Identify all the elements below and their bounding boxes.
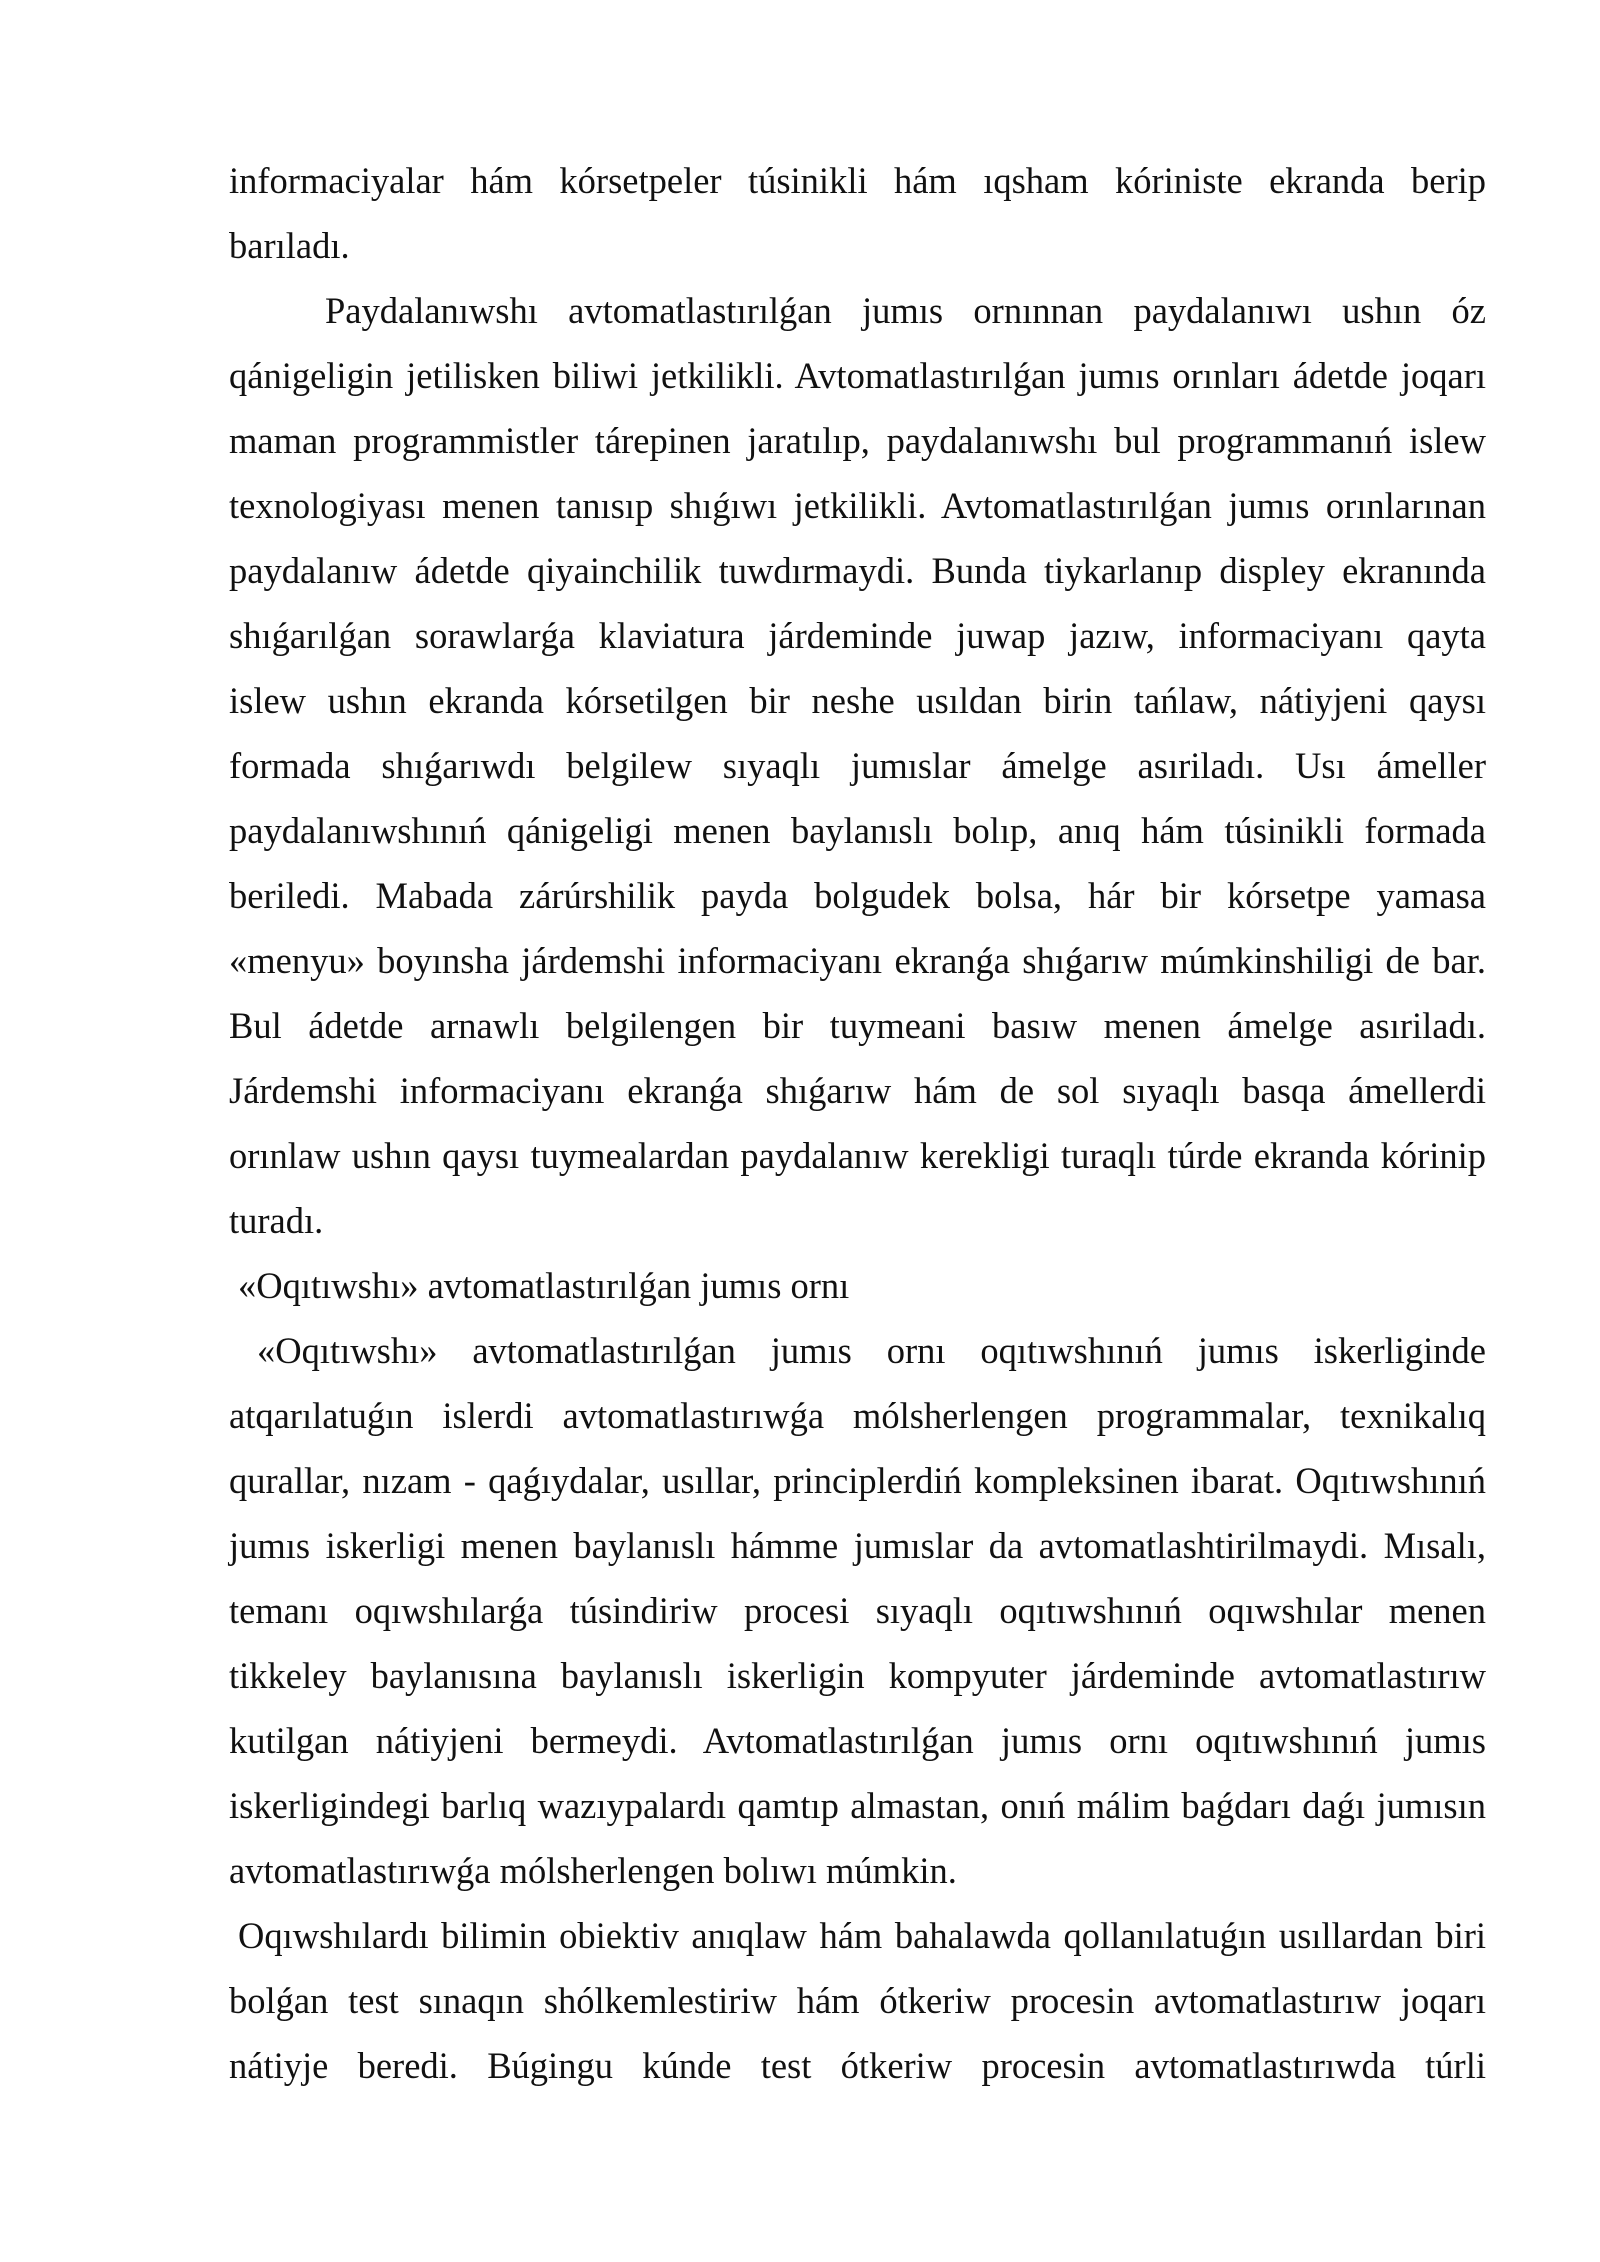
text-line: avtomatlastırıwǵa mólsherlengen bolıwı múmkin. — [229, 1850, 957, 1891]
text-line: Paydalanıwshı avtomatlastırılǵan jumıs ornınnan paydalanıwı ushın óz — [325, 290, 1486, 331]
text-line: formada shıǵarıwdı belgilew sıyaqlı jumıslar ámelge asıriladı. Usı ámeller — [229, 745, 1486, 786]
text-line: Bul ádetde arnawlı belgilengen bir tuymeani basıw menen ámelge asıriladı. — [229, 1005, 1486, 1046]
text-line: Járdemshi informaciyanı ekranǵa shıǵarıw hám de sol sıyaqlı basqa ámellerdi — [229, 1070, 1486, 1111]
text-line: informaciyalar hám kórsetpeler túsinikli hám ıqsham kóriniste ekranda berip — [229, 160, 1486, 201]
text-line: paydalanıw ádetde qiyainchilik tuwdırmaydi. Bunda tiykarlanıp displey ekranında — [229, 550, 1486, 591]
text-line: islew ushın ekranda kórsetilgen bir neshe usıldan birin tańlaw, nátiyjeni qaysı — [229, 680, 1486, 721]
text-line: kutilgan nátiyjeni bermeydi. Avtomatlastırılǵan jumıs ornı oqıtıwshınıń jumıs — [229, 1720, 1486, 1761]
text-line: tikkeley baylanısına baylanıslı iskerligin kompyuter járdeminde avtomatlastırıw — [229, 1655, 1486, 1696]
text-line: «Oqıtıwshı» avtomatlastırılǵan jumıs ornı oqıtıwshınıń jumıs iskerliginde — [257, 1330, 1486, 1371]
text-line: barıladı. — [229, 225, 350, 266]
text-line: qurallar, nızam - qaǵıydalar, usıllar, principlerdiń kompleksinen ibarat. Oqıtıwshınıń — [229, 1460, 1486, 1501]
text-line: «menyu» boyınsha járdemshi informaciyanı ekranǵa shıǵarıw múmkinshiligi de bar. — [229, 940, 1486, 981]
text-line: turadı. — [229, 1200, 324, 1241]
text-line: orınlaw ushın qaysı tuymealardan paydalanıw kerekligi turaqlı túrde ekranda kórinip — [229, 1135, 1486, 1176]
text-line: qánigeligin jetilisken biliwi jetkilikli. Avtomatlastırılǵan jumıs orınları ádetde joqarı — [229, 355, 1486, 396]
text-line: iskerligindegi barlıq wazıypalardı qamtıp almastan, onıń málim baǵdarı daǵı jumısın — [229, 1785, 1486, 1826]
text-line: texnologiyası menen tanısıp shıǵıwı jetkilikli. Avtomatlastırılǵan jumıs orınlarınan — [229, 485, 1486, 526]
text-line: shıǵarılǵan sorawlarǵa klaviatura járdeminde juwap jazıw, informaciyanı qayta — [229, 615, 1486, 656]
text-line: temanı oqıwshılarǵa túsindiriw procesi sıyaqlı oqıtıwshınıń oqıwshılar menen — [229, 1590, 1486, 1631]
text-line: bolǵan test sınaqın shólkemlestiriw hám ótkeriw procesin avtomatlastırıw joqarı — [229, 1980, 1486, 2021]
text-line: paydalanıwshınıń qánigeligi menen baylanıslı bolıp, anıq hám túsinikli formada — [229, 810, 1486, 851]
text-line: Oqıwshılardı bilimin obiektiv anıqlaw hám bahalawda qollanılatuǵın usıllardan biri — [238, 1915, 1486, 1956]
text-line: «Oqıtıwshı» avtomatlastırılǵan jumıs ornı — [238, 1265, 850, 1306]
text-line: maman programmistler tárepinen jaratılıp, paydalanıwshı bul programmanıń islew — [229, 420, 1486, 461]
text-line: nátiyje beredi. Búgingu kúnde test ótkeriw procesin avtomatlastırıwda túrli — [229, 2045, 1486, 2086]
text-line: beriledi. Mabada zárúrshilik payda bolgudek bolsa, hár bir kórsetpe yamasa — [229, 875, 1486, 916]
document-page — [229, 148, 1486, 2098]
text-line: jumıs iskerligi menen baylanıslı hámme jumıslar da avtomatlashtirilmaydi. Mısalı, — [229, 1525, 1486, 1566]
text-line: atqarılatuǵın islerdi avtomatlastırıwǵa mólsherlengen programmalar, texnikalıq — [229, 1395, 1486, 1436]
